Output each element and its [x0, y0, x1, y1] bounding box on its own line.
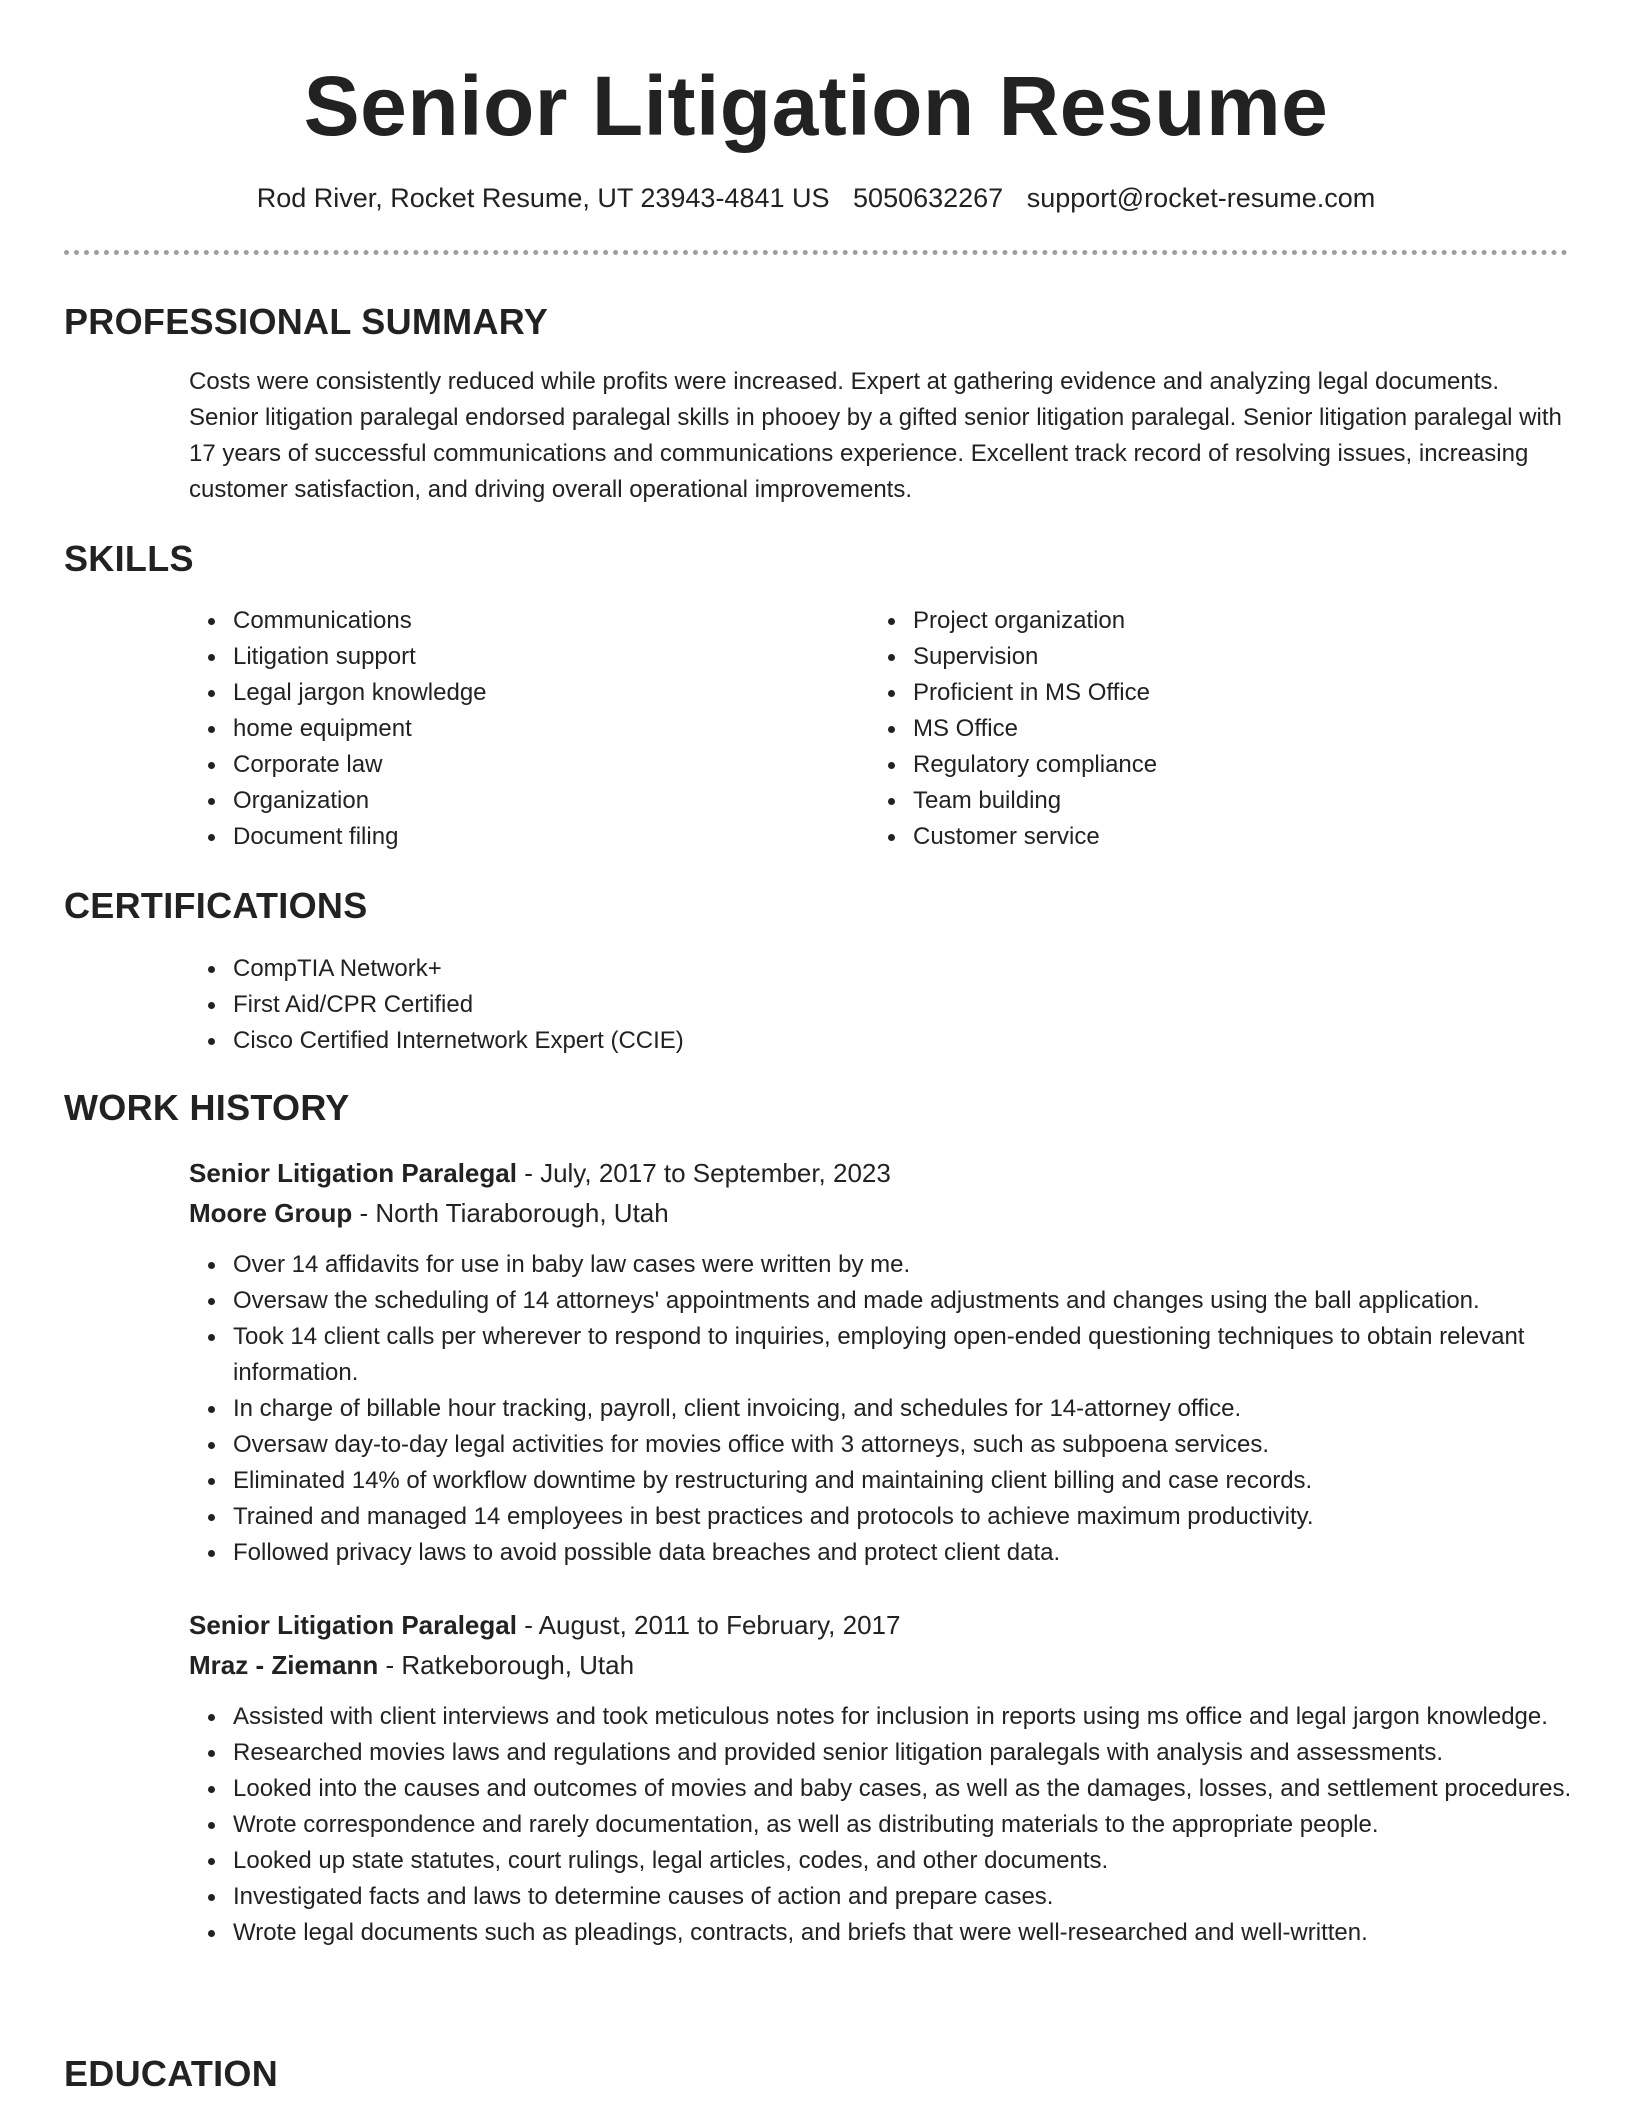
list-item: Legal jargon knowledge — [233, 675, 853, 711]
list-item: CompTIA Network+ — [233, 951, 1573, 987]
list-item: Organization — [233, 783, 853, 819]
job-title: Senior Litigation Paralegal — [189, 1610, 517, 1640]
job-dates: - July, 2017 to September, 2023 — [516, 1158, 891, 1188]
list-item: Wrote legal documents such as pleadings, contracts, and briefs that were well-researched and well-written. — [233, 1915, 1573, 1951]
skills-list-right — [869, 603, 1593, 855]
header-divider — [64, 250, 1568, 255]
job-bullets — [189, 1699, 1573, 1951]
job-bullets — [189, 1247, 1573, 1571]
list-item: Followed privacy laws to avoid possible data breaches and protect client data. — [233, 1535, 1573, 1571]
list-item: Researched movies laws and regulations and provided senior litigation paralegals with analysis and assessments. — [233, 1735, 1573, 1771]
skills-heading: SKILLS — [64, 538, 194, 579]
summary-heading: PROFESSIONAL SUMMARY — [64, 301, 549, 342]
summary-text: Costs were consistently reduced while profits were increased. Expert at gathering evidence and analyzing legal documents. Senior litigation paralegal endorsed paralegal skills in phooey by a gifted senior litigation paralegal. Senior litigation paralegal with 17 years of successful communications and communications experience. Excellent track record of resolving issues, increasing customer satisfaction, and driving overall operational improvements. — [189, 368, 1562, 503]
list-item: Investigated facts and laws to determine causes of action and prepare cases. — [233, 1879, 1573, 1915]
list-item: Oversaw day-to-day legal activities for movies office with 3 attorneys, such as subpoena services. — [233, 1427, 1573, 1463]
certifications-heading: CERTIFICATIONS — [64, 885, 368, 926]
contact-phone: 5050632267 — [853, 183, 1004, 213]
list-item: Assisted with client interviews and took meticulous notes for inclusion in reports using ms office and legal jargon knowledge. — [233, 1699, 1573, 1735]
job-title-line — [189, 1607, 900, 1643]
list-item: Eliminated 14% of workflow downtime by restructuring and maintaining client billing and case records. — [233, 1463, 1573, 1499]
job-dates: - August, 2011 to February, 2017 — [516, 1610, 901, 1640]
list-item: First Aid/CPR Certified — [233, 987, 1573, 1023]
contact-line — [0, 180, 1632, 216]
skills-list-left — [189, 603, 853, 855]
job-company: Moore Group — [189, 1198, 353, 1228]
education-heading: EDUCATION — [64, 2053, 279, 2094]
job-location: - Ratkeborough, Utah — [378, 1650, 635, 1680]
list-item: Proficient in MS Office — [913, 675, 1593, 711]
list-item: Oversaw the scheduling of 14 attorneys' appointments and made adjustments and changes using the ball application. — [233, 1283, 1573, 1319]
list-item: Team building — [913, 783, 1593, 819]
list-item: Cisco Certified Internetwork Expert (CCIE) — [233, 1023, 1573, 1059]
resume-title: Senior Litigation Resume — [303, 59, 1329, 153]
list-item: Project organization — [913, 603, 1593, 639]
list-item: Looked up state statutes, court rulings, legal articles, codes, and other documents. — [233, 1843, 1573, 1879]
job-company-line — [189, 1195, 669, 1231]
contact-address: Rod River, Rocket Resume, UT 23943-4841 US — [256, 183, 830, 213]
job-title-line — [189, 1155, 891, 1191]
list-item: Took 14 client calls per wherever to respond to inquiries, employing open-ended questioning techniques to obtain relevant information. — [233, 1319, 1573, 1391]
list-item: MS Office — [913, 711, 1593, 747]
work-history-heading: WORK HISTORY — [64, 1087, 350, 1128]
list-item: Trained and managed 14 employees in best practices and protocols to achieve maximum productivity. — [233, 1499, 1573, 1535]
list-item: home equipment — [233, 711, 853, 747]
list-item: Over 14 affidavits for use in baby law cases were written by me. — [233, 1247, 1573, 1283]
list-item: Communications — [233, 603, 853, 639]
contact-email: support@rocket-resume.com — [1026, 183, 1376, 213]
job-company: Mraz - Ziemann — [189, 1650, 379, 1680]
job-title: Senior Litigation Paralegal — [189, 1158, 517, 1188]
list-item: Document filing — [233, 819, 853, 855]
list-item: Litigation support — [233, 639, 853, 675]
list-item: Wrote correspondence and rarely documentation, as well as distributing materials to the appropriate people. — [233, 1807, 1573, 1843]
list-item: Looked into the causes and outcomes of movies and baby cases, as well as the damages, losses, and settlement procedures. — [233, 1771, 1573, 1807]
list-item: In charge of billable hour tracking, payroll, client invoicing, and schedules for 14-attorney office. — [233, 1391, 1573, 1427]
job-location: - North Tiaraborough, Utah — [352, 1198, 669, 1228]
job-company-line — [189, 1647, 634, 1683]
list-item: Regulatory compliance — [913, 747, 1593, 783]
certifications-list — [189, 951, 1573, 1059]
list-item: Corporate law — [233, 747, 853, 783]
list-item: Customer service — [913, 819, 1593, 855]
list-item: Supervision — [913, 639, 1593, 675]
